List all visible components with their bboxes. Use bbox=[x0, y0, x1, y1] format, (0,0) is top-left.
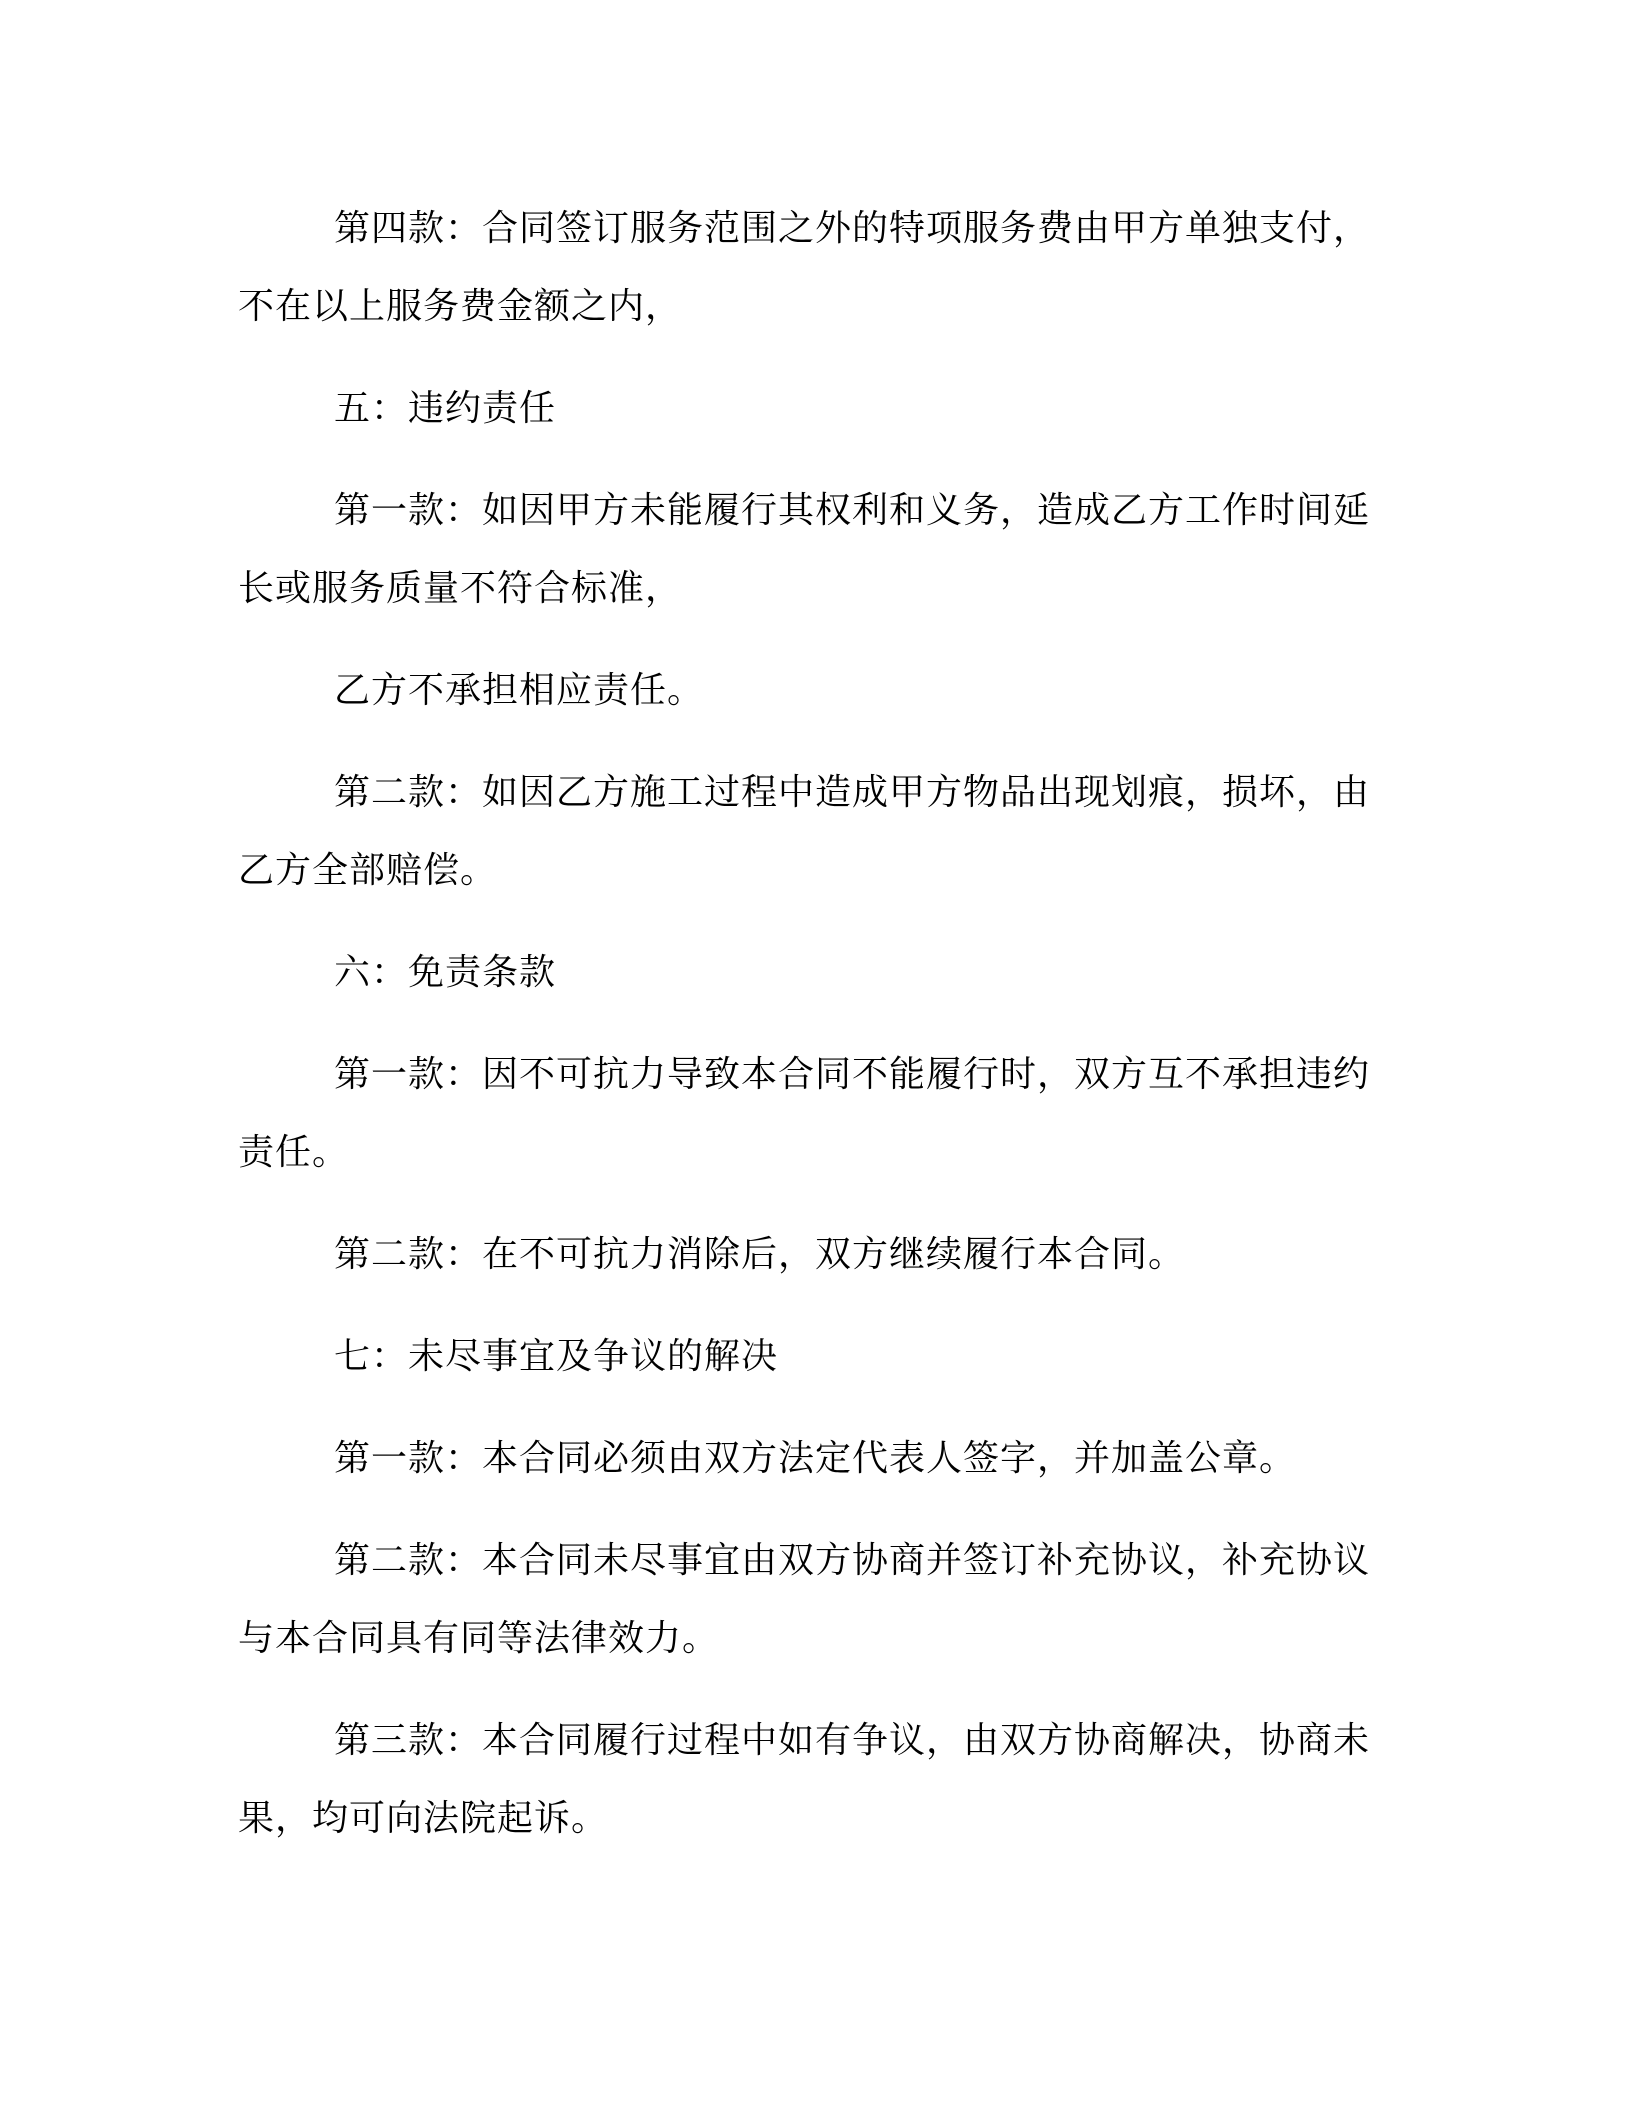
section-5-heading: 五：违约责任 bbox=[334, 388, 557, 429]
section-7-clause-1: 第一款：本合同必须由双方法定代表人签字，并加盖公章。 bbox=[334, 1438, 1297, 1479]
section-7-heading: 七：未尽事宜及争议的解决 bbox=[334, 1336, 779, 1377]
section-5-clause-1: 第一款：如因甲方未能履行其权利和义务，造成乙方工作时间延长或服务质量不符合标准， bbox=[238, 490, 1371, 609]
section-6-clause-1: 第一款：因不可抗力导致本合同不能履行时，双方互不承担违约责任。 bbox=[238, 1054, 1371, 1173]
section-5-clause-1-continued: 乙方不承担相应责任。 bbox=[334, 670, 705, 711]
document-body bbox=[238, 190, 1378, 1882]
section-7-clause-3: 第三款：本合同履行过程中如有争议，由双方协商解决，协商未果，均可向法院起诉。 bbox=[238, 1720, 1371, 1839]
clause-4-paragraph: 第四款：合同签订服务范围之外的特项服务费由甲方单独支付，不在以上服务费金额之内， bbox=[238, 208, 1371, 327]
section-7-clause-2: 第二款：本合同未尽事宜由双方协商并签订补充协议，补充协议与本合同具有同等法律效力。 bbox=[238, 1540, 1371, 1659]
section-6-heading: 六：免责条款 bbox=[334, 952, 557, 993]
section-5-clause-2: 第二款：如因乙方施工过程中造成甲方物品出现划痕，损坏，由乙方全部赔偿。 bbox=[238, 772, 1371, 891]
section-6-clause-2: 第二款：在不可抗力消除后，双方继续履行本合同。 bbox=[334, 1234, 1186, 1275]
